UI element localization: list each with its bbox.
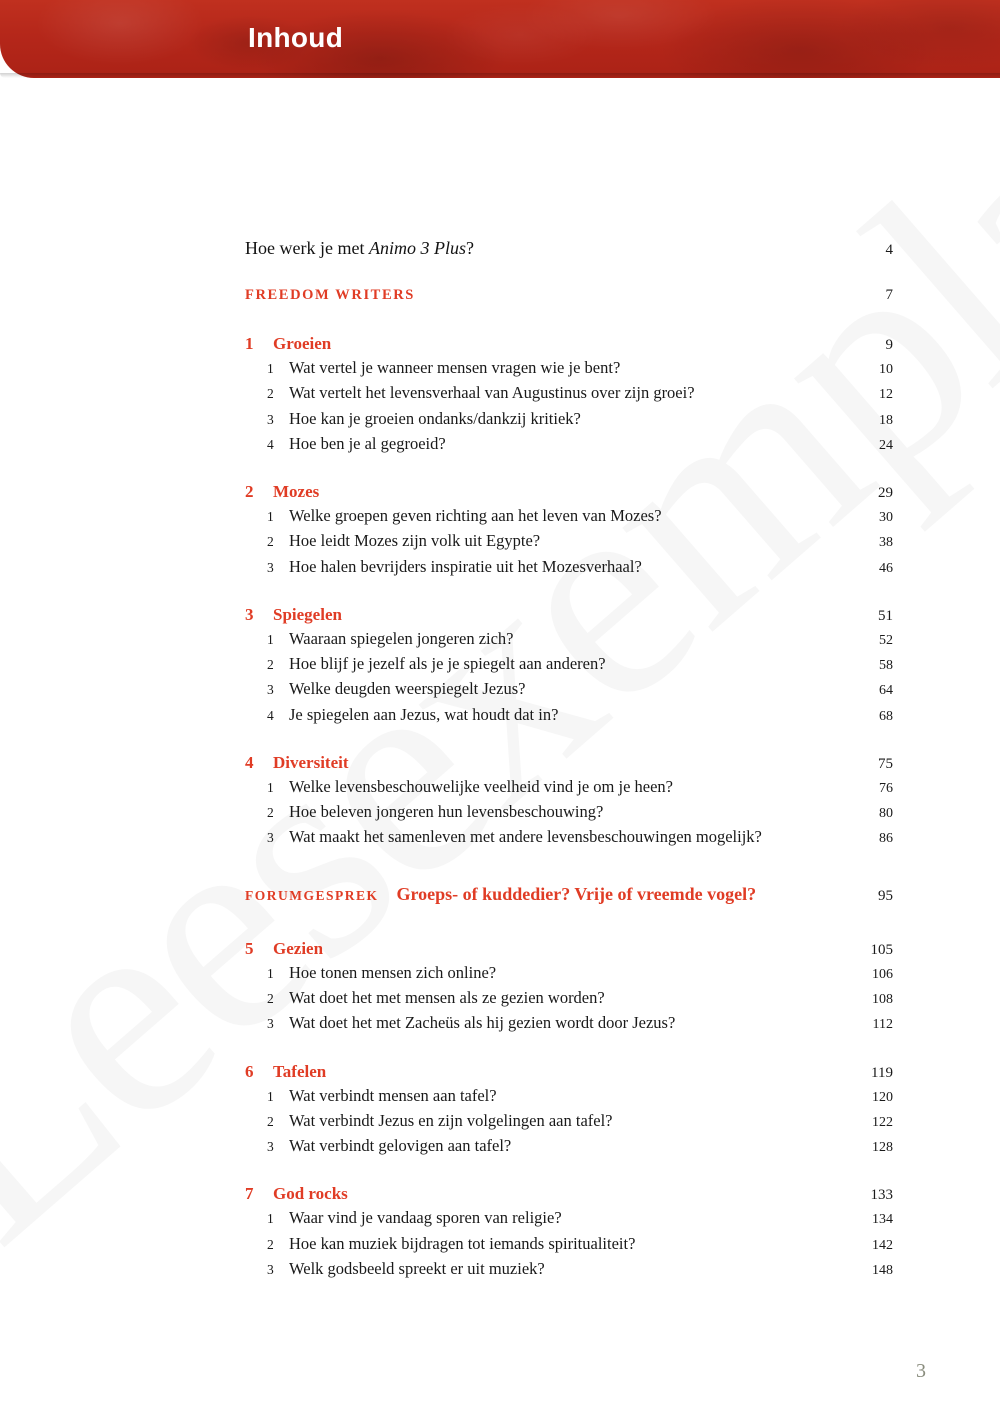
toc-subsection-page: 52 [879,632,893,648]
toc-intro-text-after: ? [465,238,474,258]
toc-subsection-row[interactable] [245,380,893,405]
toc-forum-title: Groeps- of kuddedier? Vrije of vreemde vogel? [396,883,757,904]
toc-subsection-row[interactable] [245,1133,893,1158]
toc-subsection-row[interactable] [245,355,893,380]
toc-subsection-number: 3 [267,1016,274,1032]
toc-subsection-number: 1 [267,779,274,795]
toc-subsection-title: Hoe kan je groeien ondanks/dankzij kritiek? [289,408,581,428]
toc-subsection-row[interactable] [245,1231,893,1256]
toc-subsection-number: 3 [267,1261,274,1277]
toc-subsection-title: Hoe beleven jongeren hun levensbeschouwing? [289,802,604,822]
toc-subsection-row[interactable] [245,554,893,579]
toc-chapter-block [245,334,893,456]
toc-subsection-page: 128 [872,1140,893,1156]
toc-subsection-number: 2 [267,1236,274,1252]
toc-chapter-block [245,939,893,1036]
toc-subsection-page: 46 [879,560,893,576]
toc-subsection-page: 64 [879,683,893,699]
toc-intro-page: 4 [885,242,893,258]
toc-subsection-page: 68 [879,708,893,724]
toc-chapter-page: 29 [878,485,893,502]
toc-subsection-page: 142 [872,1237,893,1253]
toc-subsection-row[interactable] [245,985,893,1010]
toc-intro-title: Animo 3 Plus [368,238,466,258]
toc-chapter-row[interactable] [245,753,893,773]
toc-chapter-title: Mozes [273,482,320,502]
toc-subsection-title: Wat verbindt Jezus en zijn volgelingen aan tafel? [289,1110,613,1130]
toc-forum-kicker: FORUMGESPREK [245,887,379,903]
toc-subsection-page: 134 [872,1212,893,1228]
toc-subsection-number: 4 [267,707,274,723]
toc-subsection-number: 2 [267,1113,274,1129]
toc-subsection-number: 3 [267,830,274,846]
toc-chapter-block [245,482,893,579]
toc-section-label: FREEDOM WRITERS [245,287,415,303]
toc-subsection-row[interactable] [245,1256,893,1281]
toc-subsection-number: 1 [267,965,274,981]
header-banner [0,0,1000,78]
toc-intro-label [245,238,847,259]
toc-subsection-page: 112 [872,1017,893,1033]
toc-subsection-title: Welk godsbeeld spreekt er uit muziek? [289,1258,545,1278]
toc-chapter-number: 2 [245,482,254,502]
page-title: Inhoud [248,22,344,53]
toc-subsection-title: Hoe halen bevrijders inspiratie uit het Mozesverhaal? [289,556,642,576]
toc-subsection-row[interactable] [245,824,893,849]
toc-subsection-title: Hoe kan muziek bijdragen tot iemands spiritualiteit? [289,1233,636,1253]
toc-chapter-row[interactable] [245,605,893,625]
toc-subsection-row[interactable] [245,960,893,985]
toc-chapter-row[interactable] [245,482,893,502]
toc-chapter-page: 119 [871,1064,893,1081]
toc-subsection-title: Welke deugden weerspiegelt Jezus? [289,679,526,699]
toc-subsection-page: 106 [872,966,893,982]
toc-intro-row[interactable] [245,238,893,259]
toc-chapter-number: 6 [245,1061,254,1081]
toc-chapter-block [245,753,893,850]
toc-subsection-number: 1 [267,1211,274,1227]
toc-subsection-page: 38 [879,535,893,551]
toc-subsection-row[interactable] [245,1083,893,1108]
toc-subsection-number: 3 [267,411,274,427]
toc-subsection-page: 76 [879,780,893,796]
toc-subsection-number: 4 [267,436,274,452]
toc-subsection-page: 108 [872,991,893,1007]
toc-subsection-number: 1 [267,509,274,525]
toc-subsection-number: 1 [267,1088,274,1104]
toc-subsection-number: 2 [267,386,274,402]
table-of-contents [245,238,893,1281]
toc-subsection-page: 58 [879,658,893,674]
toc-chapter-row[interactable] [245,1062,893,1082]
toc-chapter-page: 75 [878,755,893,772]
toc-subsection-title: Waaraan spiegelen jongeren zich? [289,628,514,648]
toc-chapter-row[interactable] [245,939,893,959]
toc-subsection-title: Wat maakt het samenleven met andere levensbeschouwingen mogelijk? [289,827,762,847]
toc-chapter-number: 3 [245,604,254,624]
toc-subsection-title: Welke levensbeschouwelijke veelheid vind je om je heen? [289,776,673,796]
toc-subsection-row[interactable] [245,774,893,799]
toc-chapter-number: 7 [245,1184,254,1204]
toc-subsection-title: Wat doet het met Zacheüs als hij gezien wordt door Jezus? [289,1013,676,1033]
toc-forum-row[interactable] [245,884,893,905]
toc-chapter-number: 4 [245,752,254,772]
toc-subsection-number: 1 [267,631,274,647]
toc-intro-text-before: Hoe werk je met [245,238,369,258]
toc-subsection-title: Waar vind je vandaag sporen van religie? [289,1208,562,1228]
toc-section-row-freedom-writers[interactable] [245,287,893,304]
toc-subsection-row[interactable] [245,676,893,701]
toc-subsection-title: Hoe tonen mensen zich online? [289,962,497,982]
toc-chapter-page: 51 [878,607,893,624]
toc-subsection-number: 2 [267,534,274,550]
toc-subsection-title: Wat verbindt mensen aan tafel? [289,1085,497,1105]
toc-subsection-row[interactable] [245,799,893,824]
toc-subsection-title: Hoe ben je al gegroeid? [289,433,446,453]
toc-subsection-row[interactable] [245,431,893,456]
toc-subsection-number: 3 [267,1139,274,1155]
toc-chapter-title: Gezien [273,938,324,958]
toc-subsection-page: 86 [879,831,893,847]
toc-subsection-title: Welke groepen geven richting aan het leven van Mozes? [289,506,662,526]
toc-subsection-page: 18 [879,412,893,428]
toc-chapter-block [245,1184,893,1281]
toc-subsection-row[interactable] [245,406,893,431]
toc-subsection-page: 10 [879,362,893,377]
footer-page-number: 3 [916,1360,926,1382]
toc-subsection-row[interactable] [245,528,893,553]
toc-subsection-row[interactable] [245,1205,893,1230]
toc-subsection-title: Wat vertel je wanneer mensen vragen wie je bent? [289,358,621,377]
toc-subsection-title: Wat doet het met mensen als ze gezien worden? [289,987,605,1007]
toc-chapter-page: 105 [870,941,893,958]
toc-subsection-row[interactable] [245,1010,893,1035]
toc-chapter-page: 9 [885,337,893,353]
toc-section-page: 7 [885,287,893,303]
toc-chapter-row[interactable] [245,334,893,354]
toc-chapter-title: God rocks [273,1184,348,1204]
toc-chapter-title: Groeien [273,334,332,353]
toc-subsection-number: 1 [267,361,274,376]
toc-subsection-row[interactable] [245,503,893,528]
toc-subsection-title: Je spiegelen aan Jezus, wat houdt dat in? [289,704,559,724]
toc-chapter-number: 1 [245,334,254,353]
toc-chapter-block [245,1062,893,1159]
toc-subsection-number: 3 [267,682,274,698]
toc-chapter-number: 5 [245,938,254,958]
toc-subsection-title: Hoe blijf je jezelf als je je spiegelt aan anderen? [289,654,606,674]
toc-chapter-title: Tafelen [273,1061,327,1081]
toc-forum-page: 95 [878,887,893,904]
toc-subsection-title: Hoe leidt Mozes zijn volk uit Egypte? [289,531,541,551]
toc-subsection-row[interactable] [245,626,893,651]
toc-subsection-number: 2 [267,657,274,673]
toc-subsection-page: 12 [879,387,893,403]
toc-subsection-row[interactable] [245,702,893,727]
toc-chapter-row[interactable] [245,1184,893,1204]
toc-subsection-title: Wat vertelt het levensverhaal van Augustinus over zijn groei? [289,383,695,403]
toc-subsection-row[interactable] [245,1108,893,1133]
toc-subsection-page: 30 [879,510,893,526]
toc-subsection-page: 24 [879,437,893,453]
toc-subsection-number: 3 [267,559,274,575]
toc-subsection-row[interactable] [245,651,893,676]
toc-subsection-page: 122 [872,1114,893,1130]
toc-chapter-title: Spiegelen [273,604,342,624]
toc-subsection-number: 2 [267,990,274,1006]
toc-chapters-group-top [245,334,893,850]
toc-subsection-title: Wat verbindt gelovigen aan tafel? [289,1136,512,1156]
toc-chapter-block [245,605,893,727]
toc-subsection-page: 120 [872,1089,893,1105]
toc-chapter-title: Diversiteit [273,752,349,772]
toc-chapters-group-bottom [245,939,893,1281]
toc-subsection-page: 148 [872,1262,893,1278]
toc-subsection-page: 80 [879,806,893,822]
toc-chapter-page: 133 [870,1187,893,1204]
toc-subsection-number: 2 [267,805,274,821]
